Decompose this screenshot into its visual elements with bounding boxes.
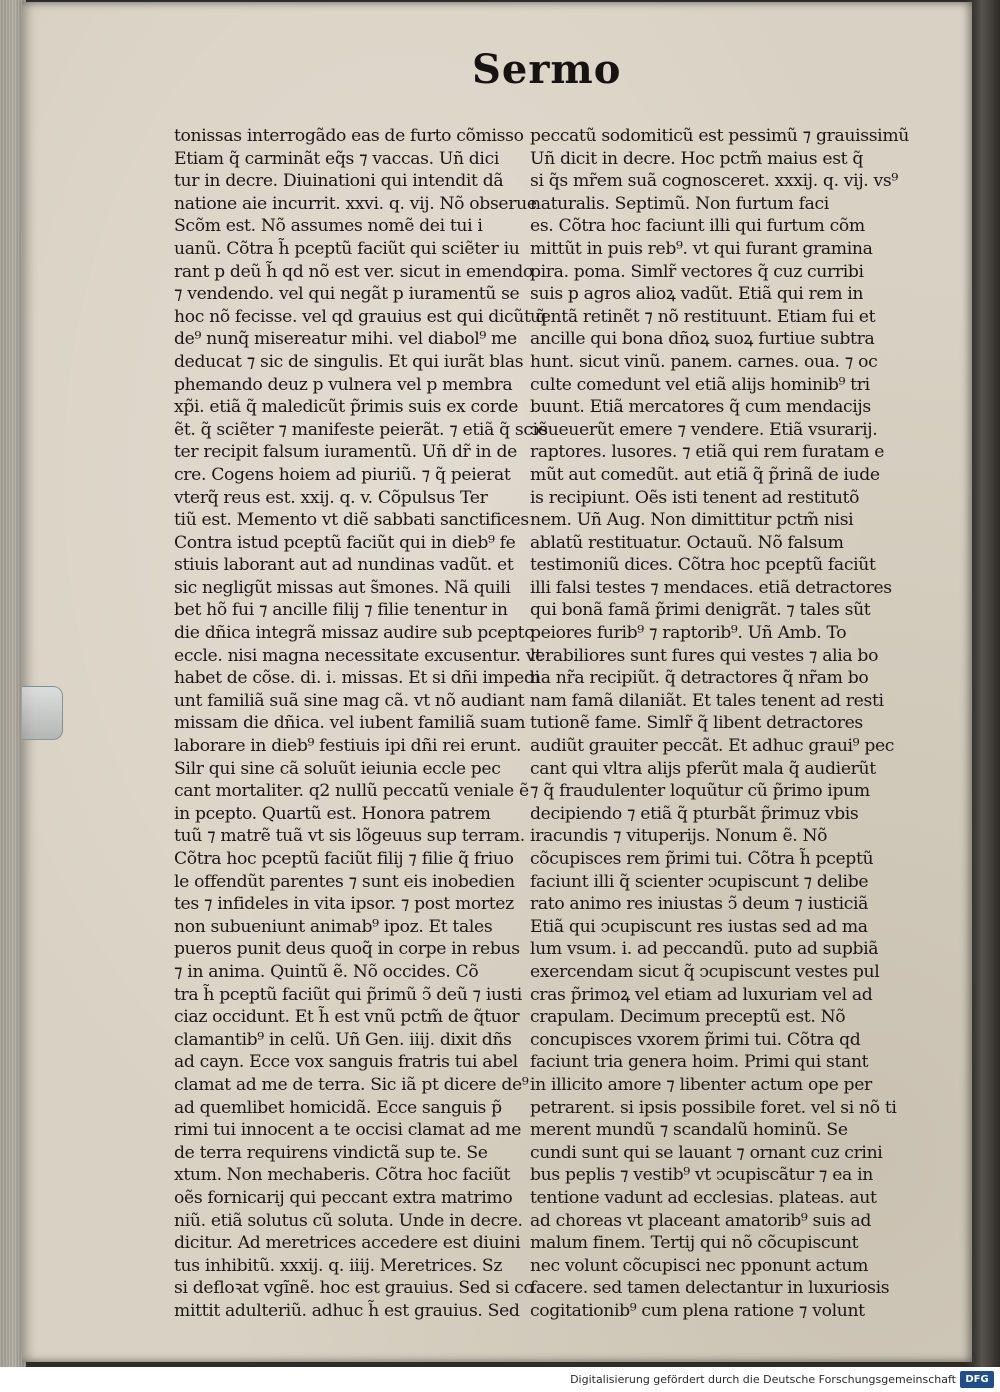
text-line: in pcepto. Quartũ est. Honora patrem: [174, 803, 491, 824]
text-line: pira. poma. Simlr̃ vectores q̃ cuz curribi: [530, 261, 864, 282]
text-line: cant qui vltra alijs pferũt mala q̃ audierũt: [530, 758, 876, 779]
text-line: ad cayn. Ecce vox sanguis fratris tui abel: [174, 1052, 518, 1073]
text-line: raptores. lusores. ⁊ etiã qui rem furatam e: [530, 442, 885, 463]
text-line: merent mundũ ⁊ scandalũ hominũ. Se: [530, 1120, 848, 1141]
footer-credit: Digitalisierung gefördert durch die Deutsche Forschungsgemeinschaft: [570, 1373, 956, 1386]
right-text-column: [530, 125, 909, 1322]
text-line: ancille qui bona dñoꝝ suoꝝ furtiue subtra: [530, 329, 875, 350]
text-line: bet hõ fui ⁊ ancille filij ⁊ filie tenentur in: [174, 600, 508, 621]
text-line: ad choreas vt placeant amatorib⁹ suis ad: [530, 1210, 872, 1231]
footer-bar: [0, 1367, 1000, 1392]
text-line: Silr qui sine cã soluũt ieiunia eccle pec: [174, 758, 501, 779]
text-line: exercendam sicut q̃ ↄcupiscunt vestes pul: [530, 961, 880, 982]
text-line: cras p̃rimoꝝ vel etiam ad luxuriam vel ad: [530, 984, 873, 1005]
text-line: mittit adulteriũ. adhuc h̃ est grauius. Sed: [174, 1300, 520, 1321]
text-line: Etiam q̃ carminãt eq̃s ⁊ vaccas. Uñ dici: [174, 148, 500, 169]
text-line: dicitur. Ad meretrices accedere est diuini: [174, 1233, 521, 1254]
page-clip: [22, 686, 63, 740]
text-line: tiũ est. Memento vt diẽ sabbati sanctifices: [174, 510, 529, 531]
text-line: ciaz occidunt. Et h̃ est vnũ pctm̃ de q̃tuor: [174, 1007, 520, 1028]
text-line: cogitationib⁹ cum plena ratione ⁊ volunt: [530, 1300, 865, 1321]
text-line: non subueniunt animab⁹ ipoz. Et tales: [174, 916, 493, 937]
text-line: die dñica integrã missaz audire sub pcepto: [174, 623, 535, 644]
left-text-column: [174, 125, 548, 1322]
text-line: is recipiunt. Oẽs isti tenent ad restitutõ: [530, 487, 860, 508]
text-line: lum vsum. i. ad peccandũ. puto ad supbiã: [530, 939, 879, 960]
text-line: oẽs fornicarij qui peccant extra matrimo: [174, 1187, 513, 1208]
text-line: faciunt tria genera hoim. Primi qui stant: [530, 1052, 869, 1073]
text-line: lerabiliores sunt fures qui vestes ⁊ alia bo: [530, 645, 879, 666]
text-line: natione aie incurrit. xxvi. q. vij. Nõ obserue: [174, 193, 537, 214]
text-line: es. Cõtra hoc faciunt illi qui furtum cõm: [530, 216, 865, 237]
text-line: de terra requirens vindictã sup te. Se: [174, 1142, 488, 1163]
text-line: le offendũt parentes ⁊ sunt eis inobedien: [174, 871, 515, 892]
text-line: rato animo res iniustas ↄ̃ deum ⁊ iusticiã: [530, 894, 869, 915]
text-line: in illicito amore ⁊ libenter actum ope per: [530, 1074, 872, 1095]
text-line: iracundis ⁊ vituperijs. Nonum ẽ. Nõ: [530, 826, 828, 847]
text-line: cundi sunt qui se lauant ⁊ ornant cuz crini: [530, 1142, 883, 1163]
text-line: laborare in dieb⁹ festiuis ipi dñi rei erunt.: [174, 736, 522, 757]
text-line: faciunt illi q̃ scienter ↄcupiscunt ⁊ delibe: [530, 871, 869, 892]
text-line: de⁹ nunq̃ misereatur mihi. vel diabol⁹ me: [174, 329, 517, 350]
text-line: petrarent. si ipsis possibile foret. vel si nõ ti: [530, 1097, 897, 1118]
text-line: nec volunt cõcupisci nec pponunt actum: [530, 1255, 869, 1276]
text-line: illi falsi testes ⁊ mendaces. etiã detractores: [530, 577, 892, 598]
text-line: mittũt in puis reb⁹. vt qui furant gramina: [530, 238, 873, 259]
text-line: culte comedunt vel etiã alijs hominib⁹ tri: [530, 374, 870, 395]
text-line: ⁊ q̃ fraudulenter loquũtur cũ p̃rimo ipum: [530, 781, 870, 802]
text-line: ↄsueuerũt emere ⁊ vendere. Etiã vsurarij.: [530, 419, 878, 440]
text-line: Uñ dicit in decre. Hoc pctm̃ maius est q̃: [530, 148, 863, 169]
text-line: nem. Uñ Aug. Non dimittitur pctm̃ nisi: [530, 510, 854, 531]
text-line: bus peplis ⁊ vestib⁹ vt ↄcupiscãtur ⁊ ea in: [530, 1165, 873, 1186]
text-line: clamantib⁹ in celũ. Uñ Gen. iiij. dixit dñs: [174, 1029, 512, 1050]
text-line: missam die dñica. vel iubent familiã suam: [174, 713, 526, 734]
text-line: habet de cõse. di. i. missas. Et si dñi impedi: [174, 668, 540, 689]
text-line: malum finem. Tertij qui nõ cõcupiscunt: [530, 1233, 859, 1254]
text-line: si q̃s mr̃em suã cognosceret. xxxij. q. vij. vs⁹: [530, 171, 898, 192]
text-line: mũt aut comedũt. aut etiã q̃ p̃rinã de iude: [530, 464, 880, 485]
text-line: cõcupisces rem p̃rimi tui. Cõtra h̃ pceptũ: [530, 849, 874, 869]
text-line: ter recipit falsum iuramentũ. Uñ dr̃ in de: [174, 442, 517, 463]
text-line: ⁊ in anima. Quintũ ẽ. Nõ occides. Cõ: [174, 961, 479, 982]
text-line: testimoniũ dices. Cõtra hoc pceptũ faciũt: [530, 555, 876, 576]
text-line: stiuis laborant aut ad nundinas vadũt. et: [174, 555, 514, 576]
running-title: Sermo: [472, 46, 622, 93]
text-line: tutionẽ fame. Simlr̃ q̃ libent detractores: [530, 713, 863, 734]
text-line: hoc nõ fecisse. vel qd grauius est qui dicũt q̃: [174, 306, 547, 327]
text-line: tus inhibitũ. xxxij. q. iiij. Meretrices. Sz: [174, 1255, 503, 1276]
text-line: ad quemlibet homicidã. Ecce sanguis p̃: [174, 1097, 502, 1118]
text-line: decipiendo ⁊ etiã q̃ pturbãt p̃rimuz vbis: [530, 803, 859, 824]
text-line: na nr̃a recipiũt. q̃ detractores q̃ nr̃am bo: [530, 668, 869, 689]
text-line: buunt. Etiã mercatores q̃ cum mendacijs: [530, 397, 871, 418]
text-line: ẽt. q̃ sciẽter ⁊ manifeste peierãt. ⁊ etiã q̃ sciẽ: [174, 419, 548, 440]
text-line: niũ. etiã solutus cũ soluta. Unde in decre.: [174, 1210, 523, 1231]
text-line: rant p deũ h̃ qd nõ est ver. sicut in emendo: [174, 261, 533, 282]
text-line: tonissas interrogãdo eas de furto cõmisso: [174, 126, 524, 146]
text-line: crapulam. Decimum preceptũ est. Nõ: [530, 1007, 846, 1028]
text-line: tentione vadunt ad ecclesias. plateas. aut: [530, 1187, 877, 1208]
text-line: tes ⁊ infideles in vita ipsor. ⁊ post mortez: [174, 894, 514, 915]
text-line: unt familiã suã sine mag cã. vt nõ audiant: [174, 690, 525, 711]
text-line: audiũt grauiter peccãt. Et adhuc graui⁹ pec: [530, 736, 895, 757]
text-line: Scõm est. Nõ assumes nomẽ dei tui i: [174, 216, 483, 237]
text-line: cant mortaliter. q2 nullũ peccatũ veniale ẽ: [174, 781, 529, 802]
text-line: rimi tui innocent a te occisi clamat ad me: [174, 1120, 522, 1141]
text-line: eccle. nisi magna necessitate excusentur. vt: [174, 645, 542, 666]
text-line: xtum. Non mechaberis. Cõtra hoc faciũt: [174, 1165, 511, 1186]
text-line: naturalis. Septimũ. Non furtum faci: [530, 193, 829, 214]
text-line: Etiã qui ↄcupiscunt res iustas sed ad ma: [530, 916, 868, 937]
text-line: facere. sed tamen delectantur in luxuriosis: [530, 1278, 890, 1299]
text-line: peccatũ sodomiticũ est pessimũ ⁊ grauissimũ: [530, 126, 909, 146]
text-line: phemando deuz p vulnera vel p membra: [174, 374, 513, 395]
text-line: nam famã dilaniãt. Et tales tenent ad resti: [530, 690, 884, 711]
text-line: peiores furib⁹ ⁊ raptorib⁹. Uñ Amb. To: [530, 623, 847, 644]
text-line: deducat ⁊ sic de singulis. Et qui iurãt blas: [174, 351, 524, 372]
text-line: tra h̃ pceptũ faciũt qui p̃rimũ ↄ̃ deũ ⁊ iusti: [174, 984, 522, 1005]
text-line: suis p agros alioꝝ vadũt. Etiã qui rem in: [530, 284, 864, 305]
text-line: Cõtra hoc pceptũ faciũt filij ⁊ filie q̃ friuo: [174, 849, 514, 869]
text-line: pueros punit deus quoq̃ in corpe in rebus: [174, 939, 520, 960]
text-line: qui bonã famã p̃rimi denigrãt. ⁊ tales sũt: [530, 600, 871, 621]
text-line: tur in decre. Diuinationi qui intendit dã: [174, 171, 504, 192]
text-line: hunt. sicut vinũ. panem. carnes. oua. ⁊ oc: [530, 351, 878, 372]
text-line: cre. Cogens hoiem ad piuriũ. ⁊ q̃ peierat: [174, 464, 511, 485]
text-line: uanũ. Cõtra h̃ pceptũ faciũt qui sciẽter iu: [174, 238, 520, 259]
text-line: tuũ ⁊ matrẽ tuã vt sis lõgeuus sup terram.: [174, 826, 525, 847]
text-line: xp̃i. etiã q̃ maledicũt p̃rimis suis ex corde: [174, 397, 519, 418]
text-line: Contra istud pceptũ faciũt qui in dieb⁹ fe: [174, 532, 516, 553]
text-line: sic negligũt missas aut s̃mones. Nã quili: [174, 577, 511, 598]
dfg-logo[interactable]: DFG: [960, 1371, 994, 1388]
text-line: uentã retinẽt ⁊ nõ restituunt. Etiam fui et: [530, 306, 876, 327]
text-line: vterq̃ reus est. xxij. q. v. Cõpulsus Ter: [174, 487, 488, 508]
text-line: ablatũ restituatur. Octauũ. Nõ falsum: [530, 532, 844, 553]
text-line: ⁊ vendendo. vel qui negãt p iuramentũ se: [174, 284, 520, 305]
text-line: concupisces vxorem p̃rimi tui. Cõtra qd: [530, 1029, 861, 1050]
text-line: clamat ad me de terra. Sic iã pt dicere de⁹: [174, 1074, 529, 1095]
text-line: si defloꝛat vgĩnẽ. hoc est grauius. Sed si co: [174, 1278, 534, 1299]
